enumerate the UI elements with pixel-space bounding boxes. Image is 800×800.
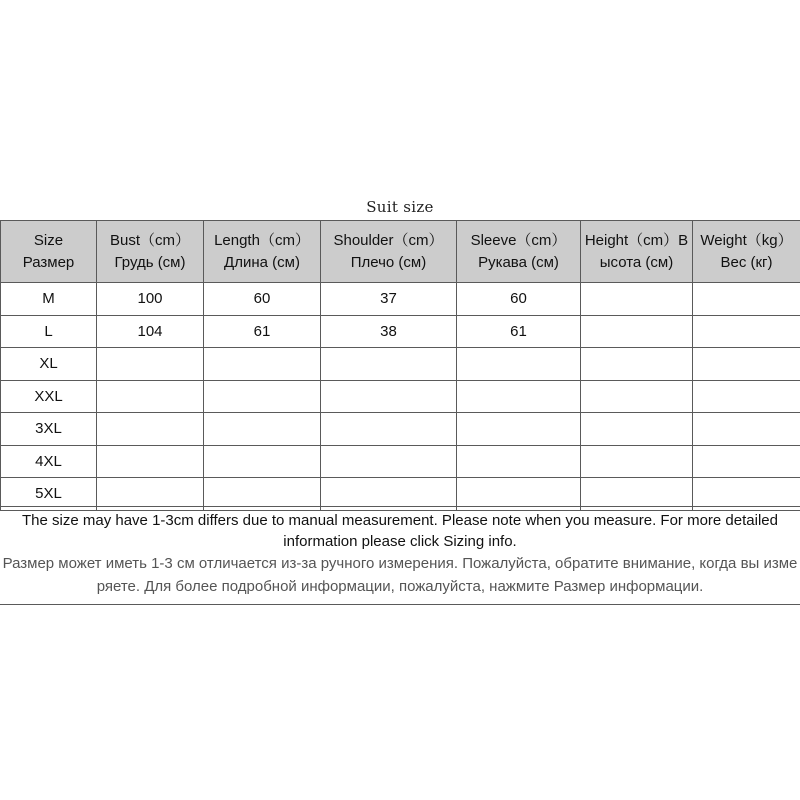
header-shoulder-ru: Плечо (см) bbox=[350, 253, 427, 271]
length-cell bbox=[204, 380, 321, 413]
header-shoulder-en: Shoulder（cm） bbox=[333, 231, 444, 249]
weight-cell bbox=[693, 283, 800, 316]
shoulder-cell bbox=[321, 380, 457, 413]
header-height bbox=[581, 221, 693, 283]
table-title: Suit size bbox=[366, 198, 434, 216]
shoulder-cell: 38 bbox=[321, 315, 457, 348]
length-cell bbox=[204, 413, 321, 446]
size-cell: XXL bbox=[1, 380, 97, 413]
weight-cell bbox=[693, 348, 800, 381]
weight-cell bbox=[693, 315, 800, 348]
height-cell bbox=[581, 348, 693, 381]
sleeve-cell: 61 bbox=[457, 315, 581, 348]
header-weight-ru: Вес (кг) bbox=[720, 253, 773, 271]
height-cell bbox=[581, 380, 693, 413]
header-size-ru: Размер bbox=[22, 253, 75, 271]
height-cell bbox=[581, 283, 693, 316]
table-row bbox=[1, 348, 800, 381]
size-cell: M bbox=[1, 283, 97, 316]
header-size bbox=[1, 221, 97, 283]
shoulder-cell: 37 bbox=[321, 283, 457, 316]
header-height-ru: ысота (см) bbox=[599, 253, 674, 271]
size-cell: 5XL bbox=[1, 478, 97, 511]
weight-cell bbox=[693, 380, 800, 413]
sleeve-cell: 60 bbox=[457, 283, 581, 316]
measurement-note-russian: Размер может иметь 1-3 см отличается из-за ручного измерения. Пожалуйста, обратите внимание, когда вы измеряете. Для более подробной информации, пожалуйста, нажмите Размер информации. bbox=[2, 555, 798, 595]
measurement-note bbox=[0, 506, 800, 605]
shoulder-cell bbox=[321, 445, 457, 478]
size-cell: 4XL bbox=[1, 445, 97, 478]
shoulder-cell bbox=[321, 413, 457, 446]
table-row bbox=[1, 413, 800, 446]
bust-cell: 104 bbox=[97, 315, 204, 348]
sleeve-cell bbox=[457, 445, 581, 478]
bust-cell bbox=[97, 445, 204, 478]
header-length-ru: Длина (см) bbox=[224, 253, 300, 271]
bust-cell bbox=[97, 413, 204, 446]
length-cell bbox=[204, 348, 321, 381]
height-cell bbox=[581, 445, 693, 478]
measurement-note-english: The size may have 1-3cm differs due to manual measurement. Please note when you measure. For more detailed information please click Sizing info. bbox=[22, 512, 778, 550]
bust-cell bbox=[97, 348, 204, 381]
sleeve-cell bbox=[457, 348, 581, 381]
size-cell: XL bbox=[1, 348, 97, 381]
header-shoulder bbox=[321, 221, 457, 283]
height-cell bbox=[581, 315, 693, 348]
header-sleeve-en: Sleeve（cm） bbox=[470, 231, 567, 249]
length-cell bbox=[204, 445, 321, 478]
header-weight bbox=[693, 221, 800, 283]
weight-cell bbox=[693, 413, 800, 446]
length-cell: 60 bbox=[204, 283, 321, 316]
table-row bbox=[1, 445, 800, 478]
header-length-en: Length（cm） bbox=[214, 231, 310, 249]
table-header-row bbox=[1, 221, 800, 283]
header-weight-en: Weight（kg） bbox=[700, 231, 793, 249]
length-cell: 61 bbox=[204, 315, 321, 348]
header-bust-ru: Грудь (см) bbox=[114, 253, 186, 271]
bust-cell bbox=[97, 380, 204, 413]
header-size-en: Size bbox=[33, 231, 64, 249]
sleeve-cell bbox=[457, 413, 581, 446]
weight-cell bbox=[693, 445, 800, 478]
height-cell bbox=[581, 413, 693, 446]
size-cell: L bbox=[1, 315, 97, 348]
header-sleeve-ru: Рукава (см) bbox=[478, 253, 559, 271]
sleeve-cell bbox=[457, 380, 581, 413]
table-row bbox=[1, 315, 800, 348]
header-bust bbox=[97, 221, 204, 283]
size-cell: 3XL bbox=[1, 413, 97, 446]
table-row bbox=[1, 380, 800, 413]
table-row bbox=[1, 283, 800, 316]
header-height-en: Height（cm）В bbox=[584, 231, 689, 249]
header-bust-en: Bust（cm） bbox=[109, 231, 190, 249]
header-length bbox=[204, 221, 321, 283]
header-sleeve bbox=[457, 221, 581, 283]
shoulder-cell bbox=[321, 348, 457, 381]
size-chart-table bbox=[0, 220, 800, 511]
bust-cell: 100 bbox=[97, 283, 204, 316]
